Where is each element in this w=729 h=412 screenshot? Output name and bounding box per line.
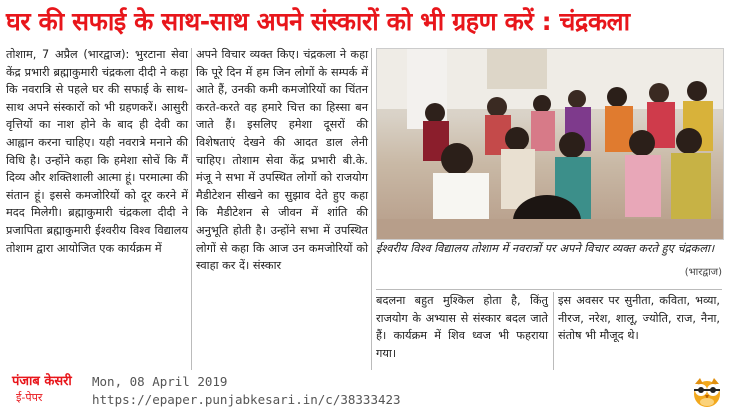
caption-divider <box>376 289 722 290</box>
article-column-1 <box>6 46 188 257</box>
caption-text: ईश्वरीय विश्व विद्यालय तोशाम में नवरात्रों पर अपने विचार व्यक्त करते हुए चंद्रकला। <box>376 242 715 255</box>
article-column-3 <box>376 292 548 362</box>
punjab-kesari-logo[interactable] <box>12 374 80 410</box>
column-divider <box>191 48 192 370</box>
photo-illustration <box>377 49 723 239</box>
clip-url-link[interactable]: https://epaper.punjabkesari.in/c/38333423 <box>92 392 401 407</box>
headline: घर की सफाई के साथ-साथ अपने संस्कारों को भी ग्रहण करें : चंद्रकला <box>6 7 630 36</box>
news-photo <box>376 48 724 240</box>
photo-caption <box>376 240 722 286</box>
column-divider <box>553 292 554 370</box>
logo-title: पंजाब केसरी <box>12 374 72 389</box>
article-text-4: इस अवसर पर सुनीता, कविता, भव्या, नीरज, नरेश, शालू, ज्योति, राज, नैना, संतोष भी मौजूद थे। <box>558 294 720 343</box>
article-text-2: अपने विचार व्यक्त किए। चंद्रकला ने कहा कि पूरे दिन में हम जिन लोगों के सम्पर्क में आते हैं, उनकी कमी कमजोरियों का चिंतन करते-करते वह हमारे चित्त का हिस्सा बन जाते हैं। इसलिए हमेशा दूसरों की विशेषताएं देखने की आदत डाल लेनी चाहिए। तोशाम सेवा केंद्र प्रभारी बी.के. मंजू ने सभा में उपस्थित लोगों को राजयोग मैडीटेशन सीखने का सुझाव देते हुए कहा कि मैडीटेशन से जीवन में शांति की अनुभूति होती है। उन्होंने सभा में उपस्थित लोगों से कहा कि आज उन कमजोरियों को स्वाहा कर दें। संस्कार <box>196 48 368 273</box>
caption-credit: (भारद्वाज) <box>684 267 722 278</box>
article-column-4 <box>558 292 720 345</box>
article-column-2 <box>196 46 368 275</box>
owl-icon[interactable] <box>690 374 724 408</box>
column-divider <box>371 48 372 370</box>
article-text-1: तोशाम, 7 अप्रैल (भारद्वाज): भुरटाना सेवा केंद्र प्रभारी ब्रह्माकुमारी चंद्रकला दीदी ने कहा कि नवरात्रि से पहले घर की सफाई के साथ-साथ अपने संस्कारों को भी ग्रहणकरें। आसुरी वृत्तियों का नाश होने के बाद ही देवी का आह्वान करना चाहिए। यही नवरात्रे मनाने की विधि है। उन्होंने कहा कि हमेशा सोचें कि मैं दिव्य और शक्तिशाली आत्मा हूं। परमात्मा की संतान हूं। इससे कमजोरियों को दूर करने में मदद मिलेगी। ब्रह्माकुमारी चंद्रकला दीदी ने प्रजापिता ब्रह्माकुमारी ईश्वरीय विश्व विद्यालय तोशाम द्वारा आयोजित एक कार्यक्रम में <box>6 48 188 255</box>
publish-date: Mon, 08 April 2019 <box>92 374 228 389</box>
article-text-3: बदलना बहुत मुश्किल होता है, किंतु राजयोग के अभ्यास से संस्कार बदल जाते हैं। कार्यक्रम में शिव ध्वज भी फहराया गया। <box>376 294 548 360</box>
epaper-footer <box>0 372 729 412</box>
logo-subtitle: ई-पेपर <box>16 391 43 404</box>
